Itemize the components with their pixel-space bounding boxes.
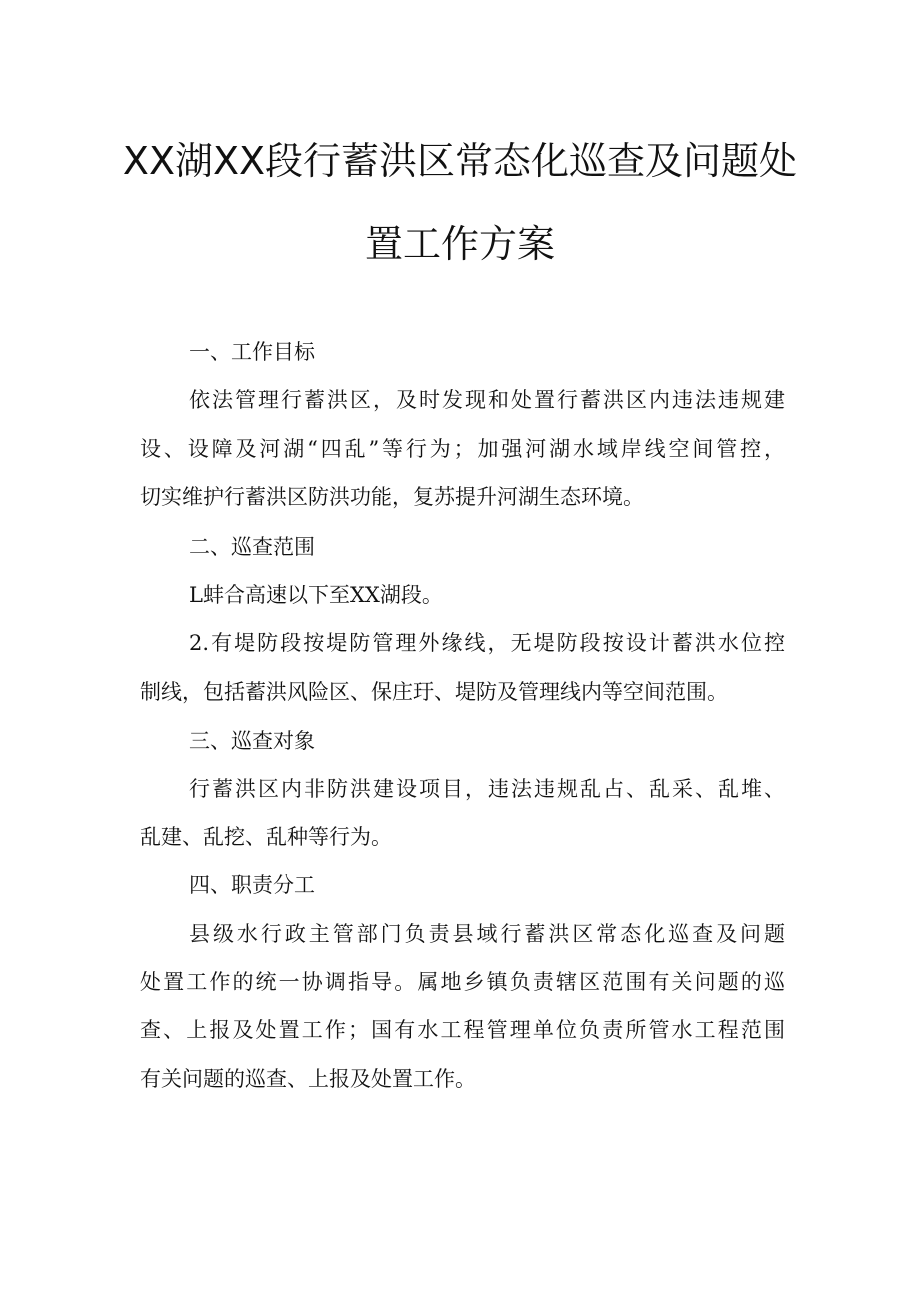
paragraph-line: 有关问题的巡查、上报及处置工作。	[140, 1067, 476, 1091]
paragraph-line: 2.有堤防段按堤防管理外缘线，无堤防段按设计蓄洪水位控	[189, 631, 785, 655]
paragraph-line: 切实维护行蓄洪区防洪功能，复苏提升河湖生态环境。	[140, 485, 644, 509]
paragraph-line: 乱建、乱挖、乱种等行为。	[140, 825, 392, 849]
section-heading-duties: 四、职责分工	[189, 873, 315, 897]
document-title-line-2: 置工作方案	[364, 222, 555, 266]
paragraph-line: 制线，包括蓄洪风险区、保庄玗、堤防及管理线内等空间范围。	[140, 680, 728, 704]
section-heading-targets: 三、巡查对象	[189, 729, 315, 753]
paragraph-line: 设、设障及河湖“四乱”等行为；加强河湖水域岸线空间管控，	[140, 437, 785, 461]
paragraph-line: 依法管理行蓄洪区，及时发现和处置行蓄洪区内违法违规建	[189, 388, 785, 412]
section-heading-scope: 二、巡查范围	[189, 535, 315, 559]
document-title-line-1: XX湖XX段行蓄洪区常态化巡查及问题处	[122, 139, 798, 183]
paragraph-line: L蚌合高速以下至XX湖段。	[189, 583, 443, 607]
paragraph-line: 行蓄洪区内非防洪建设项目，违法违规乱占、乱采、乱堆、	[189, 777, 785, 801]
paragraph-line: 查、上报及处置工作；国有水工程管理单位负责所管水工程范围	[140, 1018, 785, 1042]
paragraph-line: 处置工作的统一协调指导。属地乡镇负责辖区范围有关问题的巡	[140, 970, 785, 994]
section-heading-goals: 一、工作目标	[189, 340, 315, 364]
paragraph-line: 县级水行政主管部门负责县域行蓄洪区常态化巡查及问题	[189, 922, 785, 946]
